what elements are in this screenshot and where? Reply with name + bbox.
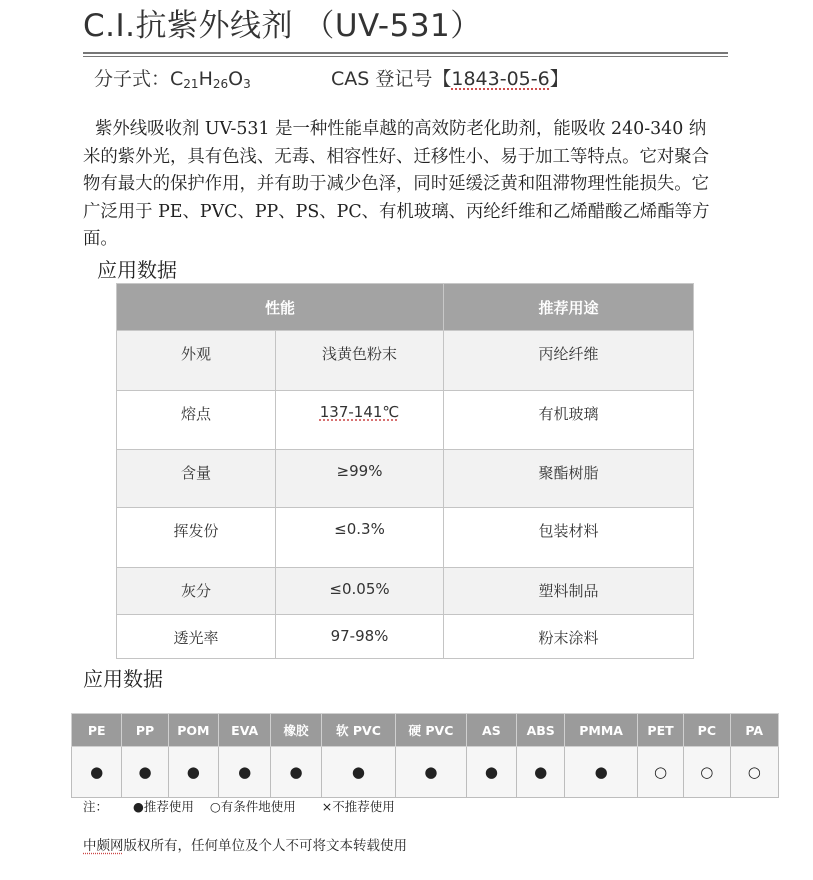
molecular-formula: 分子式：$C_{21}H_{26}O_3$: [94, 68, 251, 91]
recommended-use: 聚酯树脂: [444, 450, 694, 508]
section-heading-compatibility: 应用数据: [83, 667, 163, 691]
properties-table: [116, 283, 694, 659]
property-name: 外观: [117, 331, 276, 391]
material-header: 硬 PVC: [396, 714, 466, 747]
material-header: PET: [637, 714, 683, 747]
property-name: 透光率: [117, 615, 276, 659]
property-value: ≥99%: [276, 450, 444, 508]
compat-mark: ○: [637, 747, 683, 798]
material-header: POM: [168, 714, 218, 747]
material-header: PP: [122, 714, 168, 747]
header-performance: 性能: [117, 284, 444, 331]
property-value: 97-98%: [276, 615, 444, 659]
property-value: ≤0.05%: [276, 568, 444, 615]
recommended-use: 包装材料: [444, 508, 694, 568]
legend-conditional: ○有条件地使用: [209, 799, 296, 814]
material-header: PA: [730, 714, 779, 747]
material-header: PE: [72, 714, 122, 747]
compat-mark: ●: [321, 747, 396, 798]
table-row: [117, 568, 694, 615]
recommended-use: 粉末涂料: [444, 615, 694, 659]
compat-mark: ○: [730, 747, 779, 798]
table-row: [117, 331, 694, 391]
table-row: [117, 615, 694, 659]
material-header: AS: [466, 714, 516, 747]
compat-mark: ●: [219, 747, 271, 798]
compat-mark: ●: [466, 747, 516, 798]
property-name: 挥发份: [117, 508, 276, 568]
legend-note: 注：: [83, 799, 109, 814]
property-name: 灰分: [117, 568, 276, 615]
legend: [83, 797, 395, 815]
compat-mark: ●: [168, 747, 218, 798]
legend-not-recommended: ×不推荐使用: [321, 799, 395, 814]
compat-mark: ●: [122, 747, 168, 798]
table-row: [72, 747, 779, 798]
material-header: EVA: [219, 714, 271, 747]
header-recommended-use: 推荐用途: [444, 284, 694, 331]
property-name: 熔点: [117, 391, 276, 450]
property-value: 137-141℃: [276, 391, 444, 450]
compat-mark: ○: [684, 747, 730, 798]
title-rule-thin: [83, 56, 728, 57]
cas-number: CAS 登记号【1843-05-6】: [331, 68, 569, 90]
material-header: 软 PVC: [321, 714, 396, 747]
table-row: [117, 508, 694, 568]
section-heading-application: 应用数据: [97, 258, 177, 282]
material-header: PMMA: [565, 714, 638, 747]
recommended-use: 有机玻璃: [444, 391, 694, 450]
recommended-use: 塑料制品: [444, 568, 694, 615]
product-description: 紫外线吸收剂 UV-531 是一种性能卓越的高效防老化助剂，能吸收 240-340 纳米的紫外光，具有色浅、无毒、相容性好、迁移性小、易于加工等特点。它对聚合物有最大的保护作用，并有助于减少色泽，同时延缓泛黄和阻滞物理性能损失。它广泛用于 PE、PVC、PP、PS、PC、有机玻璃、丙纶纤维和乙烯醋酸乙烯酯等方面。: [83, 119, 710, 249]
property-value: ≤0.3%: [276, 508, 444, 568]
material-header: 橡胶: [271, 714, 321, 747]
page-title: C.I.抗紫外线剂 （UV-531）: [83, 8, 482, 44]
table-row: [117, 450, 694, 508]
property-value: 浅黄色粉末: [276, 331, 444, 391]
compat-mark: ●: [565, 747, 638, 798]
compat-mark: ●: [72, 747, 122, 798]
recommended-use: 丙纶纤维: [444, 331, 694, 391]
table-row: [117, 391, 694, 450]
compatibility-table: [71, 713, 779, 798]
legend-recommended: ●推荐使用: [132, 799, 194, 814]
compat-mark: ●: [517, 747, 565, 798]
compat-mark: ●: [396, 747, 466, 798]
compat-mark: ●: [271, 747, 321, 798]
copyright-notice: 中颇网版权所有，任何单位及个人不可将文本转载使用: [83, 838, 407, 854]
material-header: ABS: [517, 714, 565, 747]
title-rule-thick: [83, 52, 728, 54]
material-header: PC: [684, 714, 730, 747]
property-name: 含量: [117, 450, 276, 508]
